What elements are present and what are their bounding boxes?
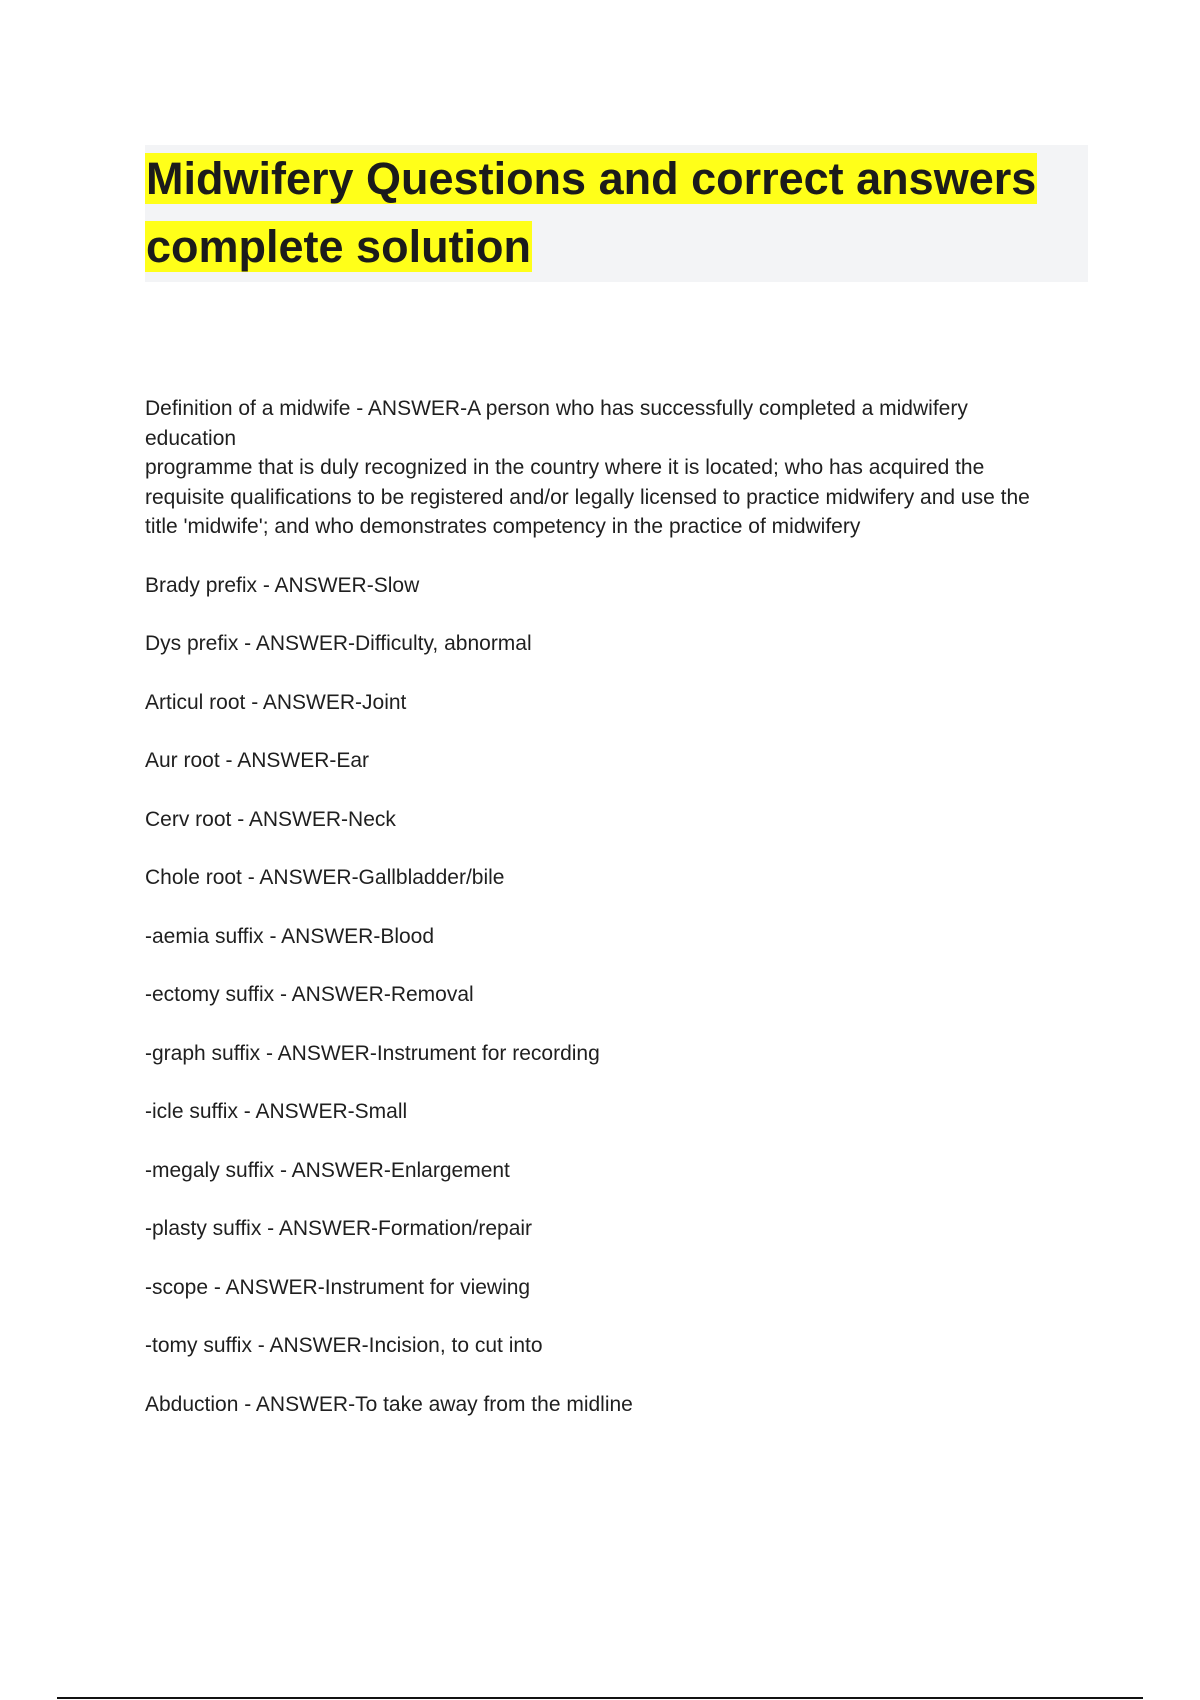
definition-line: programme that is duly recognized in the country where it is located; who has acquired the: [145, 456, 985, 479]
qa-entry: Aur root - ANSWER-Ear: [145, 749, 370, 772]
title-line-2: complete solution: [146, 221, 532, 272]
qa-entry: -tomy suffix - ANSWER-Incision, to cut into: [145, 1334, 543, 1357]
qa-entry: -megaly suffix - ANSWER-Enlargement: [145, 1158, 510, 1182]
qa-entry: -aemia suffix - ANSWER-Blood: [145, 924, 435, 948]
title-block: [145, 145, 1088, 282]
qa-entry: Abduction - ANSWER-To take away from the midline: [145, 1392, 633, 1416]
qa-entry: -graph suffix - ANSWER-Instrument for recording: [145, 1041, 600, 1065]
document-title: [145, 145, 1088, 281]
definition-line: Definition of a midwife - ANSWER-A person who has successfully completed a midwifery: [145, 397, 968, 420]
title-line-1: Midwifery Questions and correct answers: [146, 153, 1037, 204]
qa-entry: Articul root - ANSWER-Joint: [145, 690, 407, 714]
qa-entry: -scope - ANSWER-Instrument for viewing: [145, 1275, 531, 1299]
qa-entry: -plasty suffix - ANSWER-Formation/repair: [145, 1217, 533, 1240]
qa-entry: -icle suffix - ANSWER-Small: [145, 1100, 408, 1123]
qa-entry: Brady prefix - ANSWER-Slow: [145, 573, 420, 597]
qa-entry: -ectomy suffix - ANSWER-Removal: [145, 983, 474, 1006]
qa-entry: Dys prefix - ANSWER-Difficulty, abnormal: [145, 632, 532, 655]
definition-line: requisite qualifications to be registered and/or legally licensed to practice midwifery and use the: [145, 485, 1030, 509]
page-bottom-rule: [57, 1697, 1143, 1699]
definition-line: education: [145, 426, 237, 450]
qa-entry: Cerv root - ANSWER-Neck: [145, 807, 396, 831]
document-body: [145, 394, 1090, 1448]
definition-entry: [145, 394, 1090, 542]
definition-line: title 'midwife'; and who demonstrates competency in the practice of midwifery: [145, 515, 861, 538]
qa-entry: Chole root - ANSWER-Gallbladder/bile: [145, 866, 505, 889]
